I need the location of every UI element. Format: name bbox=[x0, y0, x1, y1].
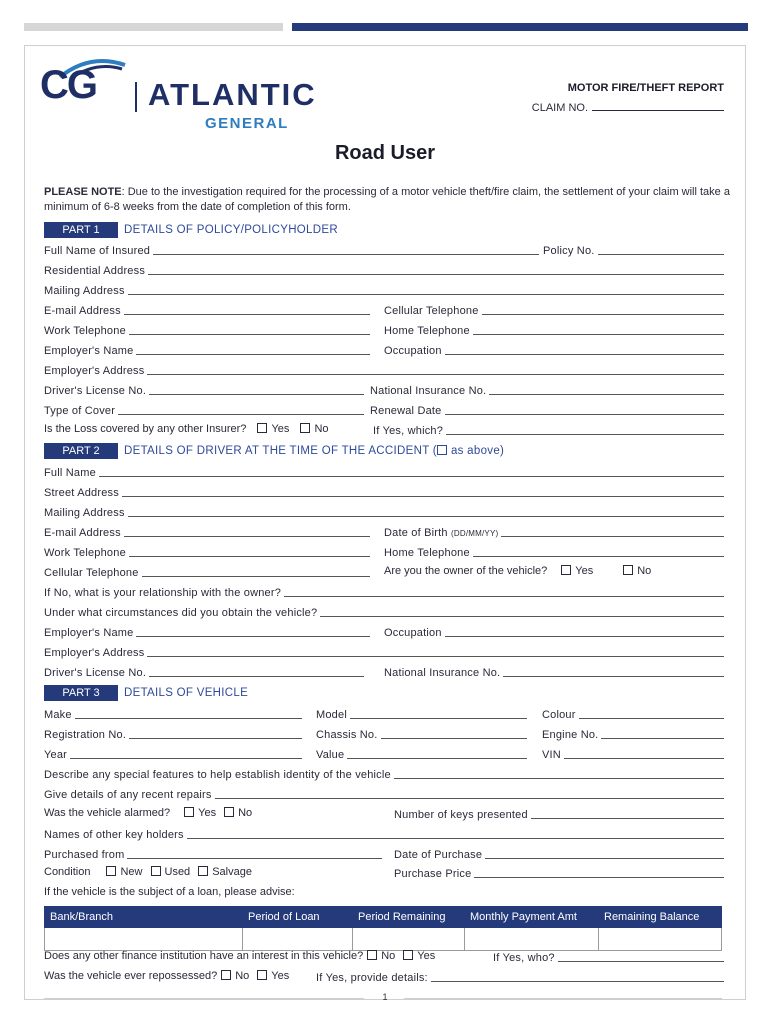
document-title: Road User bbox=[334, 142, 436, 164]
mailing-address-field[interactable]: Mailing Address bbox=[44, 282, 724, 298]
condition-options: Condition New Used Salvage bbox=[44, 866, 252, 878]
col-remaining-balance: Remaining Balance bbox=[599, 907, 722, 928]
driver-license-field[interactable]: Driver's License No. bbox=[44, 664, 364, 680]
row-features bbox=[44, 766, 724, 782]
part2-title: DETAILS OF DRIVER AT THE TIME OF THE ACCIDENT ( as above) bbox=[124, 445, 505, 457]
insurer-no-checkbox[interactable] bbox=[300, 423, 310, 433]
year-field[interactable]: Year bbox=[44, 746, 302, 762]
col-monthly-payment: Monthly Payment Amt bbox=[465, 907, 599, 928]
driver-home-telephone-field[interactable]: Home Telephone bbox=[384, 544, 724, 560]
email-field[interactable]: E-mail Address bbox=[44, 302, 370, 318]
alarmed-question: Was the vehicle alarmed? Yes No bbox=[44, 807, 253, 819]
row-cover-renewal bbox=[44, 402, 724, 418]
row-key-holders bbox=[44, 826, 724, 842]
loan-question: If the vehicle is the subject of a loan, please advise: bbox=[44, 886, 295, 898]
claim-number-field[interactable] bbox=[532, 101, 724, 114]
finance-yes-checkbox[interactable] bbox=[403, 950, 413, 960]
which-insurer-field[interactable]: If Yes, which? bbox=[373, 422, 724, 438]
row-driver-full-name bbox=[44, 464, 724, 480]
claim-number-line bbox=[592, 101, 724, 111]
make-field[interactable]: Make bbox=[44, 706, 302, 722]
owner-no-checkbox[interactable] bbox=[623, 565, 633, 575]
alarmed-yes-checkbox[interactable] bbox=[184, 807, 194, 817]
relationship-field[interactable]: If No, what is your relationship with the owner? bbox=[44, 584, 724, 600]
date-of-birth-field[interactable]: Date of Birth (DD/MM/YY) bbox=[384, 524, 724, 540]
repossessed-no-checkbox[interactable] bbox=[221, 970, 231, 980]
driver-employer-address-field[interactable]: Employer's Address bbox=[44, 644, 724, 660]
policy-no-field[interactable]: Policy No. bbox=[543, 242, 724, 258]
col-bank-branch: Bank/Branch bbox=[45, 907, 243, 928]
cellular-telephone-field[interactable]: Cellular Telephone bbox=[384, 302, 724, 318]
circumstances-field[interactable]: Under what circumstances did you obtain the vehicle? bbox=[44, 604, 724, 620]
logo-atlantic-text: ATLANTIC bbox=[148, 77, 317, 112]
type-of-cover-field[interactable]: Type of Cover bbox=[44, 402, 364, 418]
work-telephone-field[interactable]: Work Telephone bbox=[44, 322, 370, 338]
national-insurance-field[interactable]: National Insurance No. bbox=[370, 382, 724, 398]
engine-field[interactable]: Engine No. bbox=[542, 726, 724, 742]
date-of-purchase-field[interactable]: Date of Purchase bbox=[394, 846, 724, 862]
occupation-field[interactable]: Occupation bbox=[384, 342, 724, 358]
full-name-insured-field[interactable]: Full Name of Insured bbox=[44, 242, 539, 258]
condition-salvage-checkbox[interactable] bbox=[198, 866, 208, 876]
value-field[interactable]: Value bbox=[316, 746, 527, 762]
condition-new-checkbox[interactable] bbox=[106, 866, 116, 876]
chassis-field[interactable]: Chassis No. bbox=[316, 726, 527, 742]
report-title: MOTOR FIRE/THEFT REPORT bbox=[567, 82, 724, 94]
logo-general-text: GENERAL bbox=[205, 115, 289, 132]
driver-nis-field[interactable]: National Insurance No. bbox=[384, 664, 724, 680]
row-license-nis bbox=[44, 382, 724, 398]
part3-header bbox=[44, 685, 724, 701]
part1-header bbox=[44, 222, 724, 238]
recent-repairs-field[interactable]: Give details of any recent repairs bbox=[44, 786, 724, 802]
row-residential bbox=[44, 262, 724, 278]
employer-address-field[interactable]: Employer's Address bbox=[44, 362, 724, 378]
row-mailing bbox=[44, 282, 724, 298]
key-holders-field[interactable]: Names of other key holders bbox=[44, 826, 724, 842]
top-bar-gray bbox=[24, 23, 283, 31]
employer-name-field[interactable]: Employer's Name bbox=[44, 342, 370, 358]
note-text: : Due to the investigation required for the processing of a motor vehicle theft/fire claim, the settlement of your claim will take a minimum of 6-8 weeks from the date of completion of this form. bbox=[44, 186, 730, 213]
street-address-field[interactable]: Street Address bbox=[44, 484, 724, 500]
row-other-finance bbox=[44, 949, 724, 965]
driver-cellular-field[interactable]: Cellular Telephone bbox=[44, 564, 370, 580]
row-loan-question bbox=[44, 885, 724, 901]
part2-header bbox=[44, 443, 724, 459]
repossessed-yes-checkbox[interactable] bbox=[257, 970, 267, 980]
driver-email-field[interactable]: E-mail Address bbox=[44, 524, 370, 540]
driver-full-name-field[interactable]: Full Name bbox=[44, 464, 724, 480]
registration-field[interactable]: Registration No. bbox=[44, 726, 302, 742]
home-telephone-field[interactable]: Home Telephone bbox=[384, 322, 724, 338]
row-driver-employer-address bbox=[44, 644, 724, 660]
col-period-of-loan: Period of Loan bbox=[243, 907, 353, 928]
row-driver-cell-owner bbox=[44, 564, 724, 580]
special-features-field[interactable]: Describe any special features to help establish identity of the vehicle bbox=[44, 766, 724, 782]
driver-work-telephone-field[interactable]: Work Telephone bbox=[44, 544, 370, 560]
company-logo bbox=[40, 55, 360, 135]
colour-field[interactable]: Colour bbox=[542, 706, 724, 722]
row-alarm-keys bbox=[44, 806, 724, 822]
owner-question: Are you the owner of the vehicle? Yes No bbox=[384, 565, 652, 577]
page-number: 1 bbox=[382, 992, 388, 1002]
top-bar-navy bbox=[292, 23, 748, 31]
row-employer-occupation bbox=[44, 342, 724, 358]
finance-who-field[interactable]: If Yes, who? bbox=[493, 949, 724, 965]
alarmed-no-checkbox[interactable] bbox=[224, 807, 234, 817]
driver-mailing-address-field[interactable]: Mailing Address bbox=[44, 504, 724, 520]
purchased-from-field[interactable]: Purchased from bbox=[44, 846, 382, 862]
bank-branch-cell[interactable] bbox=[45, 928, 243, 951]
owner-yes-checkbox[interactable] bbox=[561, 565, 571, 575]
repossessed-question: Was the vehicle ever repossessed? No Yes bbox=[44, 970, 290, 982]
row-relationship bbox=[44, 584, 724, 600]
period-remaining-cell[interactable] bbox=[353, 928, 465, 951]
part2-badge: PART 2 bbox=[44, 443, 118, 459]
please-note bbox=[44, 185, 734, 215]
row-repossessed bbox=[44, 969, 724, 985]
loan-table-row bbox=[45, 928, 722, 951]
finance-no-checkbox[interactable] bbox=[367, 950, 377, 960]
col-period-remaining: Period Remaining bbox=[353, 907, 465, 928]
row-driver-mailing bbox=[44, 504, 724, 520]
row-employer-address bbox=[44, 362, 724, 378]
part3-badge: PART 3 bbox=[44, 685, 118, 701]
row-make-model-colour bbox=[44, 706, 724, 722]
part3-title: DETAILS OF VEHICLE bbox=[124, 687, 249, 699]
insurer-yes-checkbox[interactable] bbox=[257, 423, 267, 433]
monthly-payment-cell[interactable] bbox=[465, 928, 599, 951]
row-driver-email-dob bbox=[44, 524, 724, 540]
row-purchased bbox=[44, 846, 724, 862]
other-insurer-question: Is the Loss covered by any other Insurer? Yes No bbox=[44, 423, 329, 435]
driver-occupation-field[interactable]: Occupation bbox=[384, 624, 724, 640]
logo-divider bbox=[135, 82, 137, 112]
row-full-name-insured bbox=[44, 242, 724, 258]
drivers-license-field[interactable]: Driver's License No. bbox=[44, 382, 364, 398]
row-driver-license-nis bbox=[44, 664, 724, 680]
part1-badge: PART 1 bbox=[44, 222, 118, 238]
model-field[interactable]: Model bbox=[316, 706, 527, 722]
row-email-cell bbox=[44, 302, 724, 318]
residential-address-field[interactable]: Residential Address bbox=[44, 262, 724, 278]
part1-title: DETAILS OF POLICY/POLICYHOLDER bbox=[124, 224, 338, 236]
renewal-date-field[interactable]: Renewal Date bbox=[370, 402, 724, 418]
row-repairs bbox=[44, 786, 724, 802]
loan-table-header bbox=[45, 907, 722, 928]
driver-employer-name-field[interactable]: Employer's Name bbox=[44, 624, 370, 640]
row-driver-work-home bbox=[44, 544, 724, 560]
row-year-value-vin bbox=[44, 746, 724, 762]
logo-cg-text: CG bbox=[40, 63, 96, 107]
row-reg-chassis-engine bbox=[44, 726, 724, 742]
row-street bbox=[44, 484, 724, 500]
same-as-above-checkbox[interactable] bbox=[437, 445, 447, 455]
keys-presented-field[interactable]: Number of keys presented bbox=[394, 806, 724, 822]
period-of-loan-cell[interactable] bbox=[243, 928, 353, 951]
row-work-home bbox=[44, 322, 724, 338]
vin-field[interactable]: VIN bbox=[542, 746, 724, 762]
repossessed-details-field[interactable]: If Yes, provide details: bbox=[316, 969, 724, 985]
purchase-price-field[interactable]: Purchase Price bbox=[394, 865, 724, 881]
row-driver-employer bbox=[44, 624, 724, 640]
row-condition-price bbox=[44, 865, 724, 881]
note-bold: PLEASE NOTE bbox=[44, 186, 122, 198]
row-other-insurer bbox=[44, 422, 724, 438]
claim-number-label: CLAIM NO. bbox=[531, 102, 588, 114]
remaining-balance-cell[interactable] bbox=[599, 928, 722, 951]
row-circumstances bbox=[44, 604, 724, 620]
other-finance-question: Does any other finance institution have an interest in this vehicle? No Yes bbox=[44, 950, 436, 962]
loan-table bbox=[44, 906, 722, 951]
condition-used-checkbox[interactable] bbox=[151, 866, 161, 876]
